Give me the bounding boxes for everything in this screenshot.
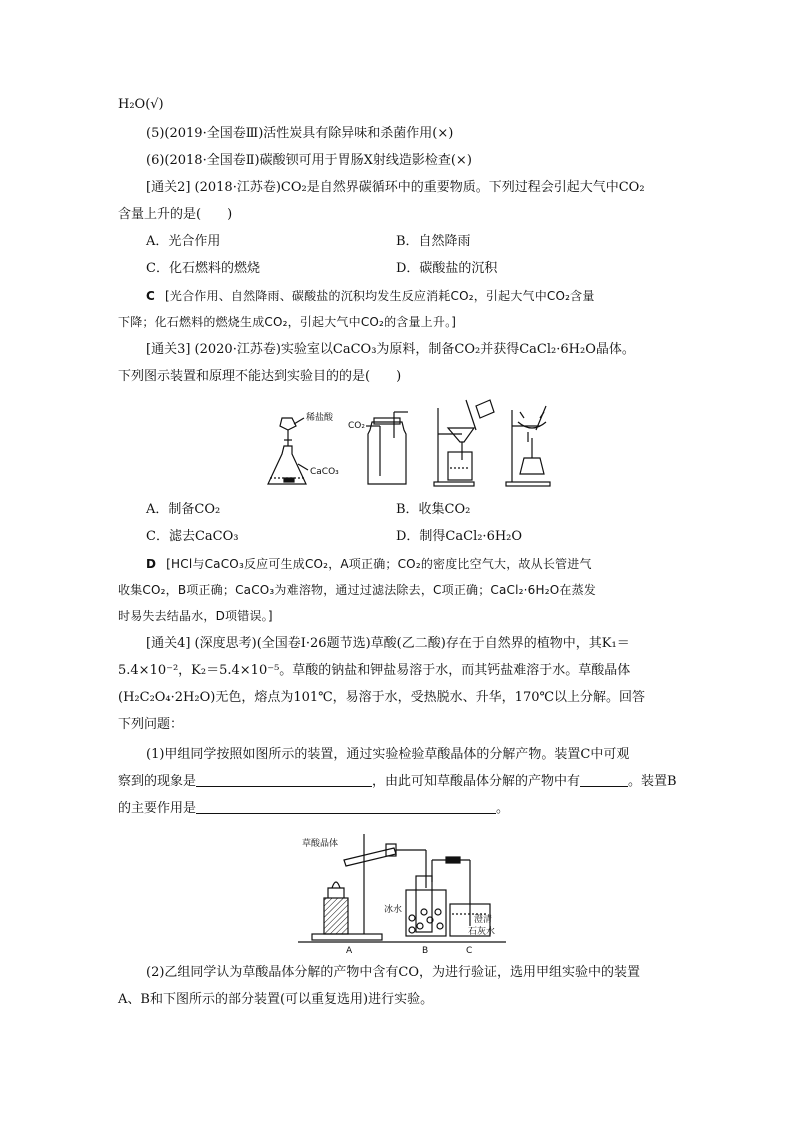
label-oxalic-crystal: 草酸晶体 — [302, 839, 339, 849]
label-limewater-1: 澄清 — [474, 915, 493, 925]
question-4-stem: (H₂C₂O₄·2H₂O)无色，熔点为101℃，易溶于水，受热脱水、升华，170℃以上分解。回答 — [118, 690, 646, 705]
figure-apparatus-1 — [262, 398, 562, 494]
text-segment: 。装置B — [628, 774, 677, 789]
answer-text: [HCl与CaCO₃反应可生成CO₂，A项正确；CO₂的密度比空气大，故从长管进气 — [166, 557, 592, 571]
q2-answer-cont: 下降；化石燃料的燃烧生成CO₂，引起大气中CO₂的含量上升。] — [118, 315, 457, 329]
burner — [324, 898, 348, 934]
label-co2: CO₂ — [348, 421, 365, 431]
question-4-stem: [通关4] (深度思考)(全国卷Ⅰ·26题节选)草酸(乙二酸)存在于自然界的植物中，其K₁＝ — [146, 636, 630, 651]
question-4-stem: 下列问题： — [118, 717, 184, 732]
label-dilute-hcl: 稀盐酸 — [306, 413, 334, 423]
label-b: B — [422, 946, 429, 955]
test-tube — [344, 848, 396, 866]
question-3-stem: 下列图示装置和原理不能达到实验目的的是( ) — [118, 369, 402, 384]
q3-answer-cont: 时易失去结晶水，D项错误。] — [118, 609, 273, 623]
q2-option-b: B．自然降雨 — [396, 234, 471, 249]
answer-blank-phenomenon[interactable] — [196, 772, 372, 787]
stand-base — [312, 934, 382, 940]
q3-option-d: D．制得CaCl₂·6H₂O — [396, 529, 523, 544]
label-ice-water: 冰水 — [384, 905, 403, 915]
q4-part2-cont: A、B和下图所示的部分装置(可以重复选用)进行实验。 — [118, 992, 434, 1007]
text-segment: 的主要作用是 — [118, 801, 197, 816]
text-line: (5)(2019·全国卷Ⅲ)活性炭具有除异味和杀菌作用(×) — [146, 126, 454, 141]
label-caco3: CaCO₃ — [310, 467, 339, 477]
answer-letter: D — [146, 557, 157, 571]
q2-option-d: D．碳酸盐的沉积 — [396, 261, 498, 276]
q2-option-c: C．化石燃料的燃烧 — [146, 261, 260, 276]
q4-part2: (2)乙组同学认为草酸晶体分解的产物中含有CO，为进行验证，选用甲组实验中的装置 — [146, 965, 641, 980]
text-line: (6)(2018·全国卷Ⅱ)碳酸钡可用于胃肠X射线造影检查(×) — [146, 153, 472, 168]
text-line: H₂O(√) — [118, 97, 164, 112]
figure-apparatus-2 — [298, 830, 508, 955]
answer-text: [光合作用、自然降雨、碳酸盐的沉积均发生反应消耗CO₂，引起大气中CO₂含量 — [165, 289, 595, 303]
text-segment: 。 — [496, 801, 510, 816]
question-2-stem: 含量上升的是( ) — [118, 207, 233, 222]
gas-bottle — [366, 412, 408, 484]
q4-part1-line3 — [118, 799, 509, 819]
answer-letter: C — [146, 289, 156, 303]
label-c: C — [466, 946, 473, 955]
text-segment: ，由此可知草酸晶体分解的产物中有 — [372, 774, 581, 789]
q4-part1: (1)甲组同学按照如图所示的装置，通过实验检验草酸晶体的分解产物。装置C中可观 — [146, 747, 630, 762]
text-segment: 察到的现象是 — [118, 774, 197, 789]
label-limewater-2: 石灰水 — [468, 927, 496, 937]
q3-answer — [146, 554, 592, 574]
evaporation-apparatus — [506, 406, 550, 486]
q3-option-c: C．滤去CaCO₃ — [146, 529, 239, 544]
q2-answer — [146, 286, 595, 306]
question-4-stem: 5.4×10⁻²，K₂＝5.4×10⁻⁵。草酸的钠盐和钾盐易溶于水，而其钙盐难溶于水。草酸晶体 — [118, 663, 631, 678]
question-3-stem: [通关3] (2020·江苏卷)实验室以CaCO₃为原料，制备CO₂并获得CaCl₂·6H₂O晶体。 — [146, 342, 635, 357]
filtration-apparatus — [434, 400, 494, 486]
q3-option-a: A．制备CO₂ — [146, 502, 221, 517]
flask-apparatus — [268, 418, 308, 484]
q3-option-b: B．收集CO₂ — [396, 502, 471, 517]
answer-blank-product[interactable] — [580, 772, 628, 787]
question-2-stem: [通关2] (2018·江苏卷)CO₂是自然界碳循环中的重要物质。下列过程会引起大气中CO₂ — [146, 180, 645, 195]
q4-part1-line2 — [118, 772, 677, 792]
label-a: A — [346, 946, 353, 955]
q2-option-a: A．光合作用 — [146, 234, 221, 249]
q3-answer-cont: 收集CO₂，B项正确；CaCO₃为难溶物，通过过滤法除去，C项正确；CaCl₂·6H₂O在蒸发 — [118, 583, 596, 597]
answer-blank-function[interactable] — [196, 799, 496, 814]
